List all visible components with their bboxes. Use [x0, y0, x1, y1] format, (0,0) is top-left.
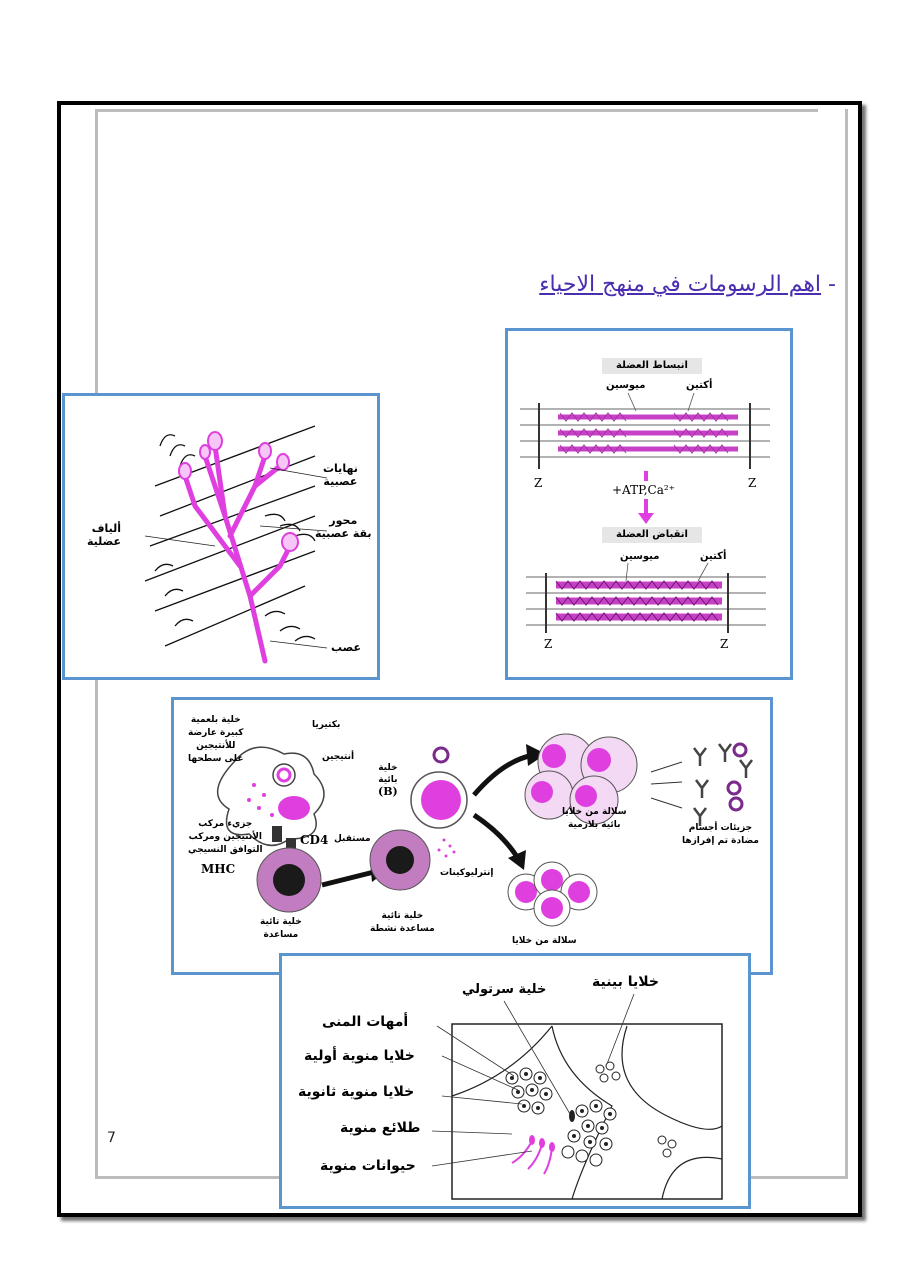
sarcomere-drawing	[508, 331, 790, 677]
label-cd4: CD4	[300, 833, 329, 847]
apc-nucleus	[278, 796, 310, 820]
label-plasma-cells	[562, 806, 627, 832]
contracted-sarcomere	[526, 563, 766, 633]
label-text: مساعدة نشطة	[370, 924, 435, 934]
label-helper-t	[260, 916, 302, 942]
label-sertoli-cell: خلية سرتولي	[462, 982, 547, 997]
arrow-line	[322, 872, 374, 885]
label-apc	[188, 714, 244, 766]
label-text: ألياف	[91, 522, 121, 535]
arrow-line	[474, 755, 534, 795]
label-actin-top: أكتين	[686, 380, 713, 391]
label-active-t	[370, 910, 435, 936]
figure-testis	[279, 953, 751, 1209]
z-line-label: Z	[544, 637, 553, 651]
sertoli-nucleus	[569, 1110, 575, 1122]
label-text: الأنتيجين ومركب	[188, 832, 262, 842]
label-text: محور	[329, 514, 358, 527]
contraction-title: انقباض العضلة	[616, 529, 688, 540]
label-text: خلية تائية	[381, 911, 424, 921]
mhc-complex-icon	[272, 826, 282, 842]
z-line-label: Z	[748, 476, 757, 490]
figure-nerve-muscle	[62, 393, 380, 680]
reaction-arrow	[638, 471, 654, 524]
b-cell-nucleus	[421, 780, 461, 820]
arrow-line	[474, 815, 519, 860]
helper-t-nucleus	[273, 864, 305, 896]
label-text: عصبية	[323, 475, 358, 488]
label-text: عضلية	[86, 535, 121, 548]
label-bacteria: بكتيريا	[312, 720, 341, 730]
label-actin-bottom: أكتين	[700, 551, 727, 562]
relaxed-sarcomere	[520, 393, 770, 469]
label-spermatogonia: أمهات المنى	[322, 1014, 409, 1030]
z-line-label: Z	[720, 637, 729, 651]
label-text: سلالة من خلايا	[562, 807, 627, 817]
page-number: 7	[107, 1130, 116, 1146]
label-text: جزيء مركب	[198, 819, 253, 829]
label-axon	[315, 514, 372, 540]
label-spermatids: طلائع منوية	[340, 1120, 421, 1136]
antigen-icons	[728, 744, 746, 810]
label-receptor: مستقبل	[334, 834, 371, 844]
active-t-nucleus	[386, 846, 414, 874]
label-text: خلية	[378, 763, 398, 773]
label-text: بائية بلازمية	[568, 820, 621, 830]
reaction-label: +ATP,Ca²⁺	[612, 483, 676, 497]
antibody-arrows	[651, 762, 682, 808]
figure-immune-response	[171, 697, 773, 975]
page-heading	[539, 272, 836, 297]
heading-title: اهم الرسومات في منهج الاحياء	[539, 272, 822, 297]
nerve-ending-knobs	[179, 432, 298, 551]
label-myosin-top: ميوسين	[606, 380, 646, 391]
label-text: مضادة تم إفرازها	[682, 836, 759, 846]
nerve-branches	[185, 446, 290, 661]
label-secondary-spermatocytes: خلايا منوية ثانوية	[298, 1084, 415, 1100]
label-text: كبيرة عارضة	[188, 728, 244, 738]
label-text: جزيئات أجسام	[688, 823, 753, 833]
memory-cell-cluster	[508, 862, 597, 926]
label-nerve: عصب	[331, 641, 361, 654]
label-antigen: أنتيجين	[322, 752, 355, 762]
label-b-cell	[378, 762, 398, 798]
label-text: للأنتيجين	[196, 741, 236, 751]
label-memory-cells: سلالة من خلايا	[512, 936, 577, 946]
label-text: التوافق النسيجي	[188, 845, 263, 855]
label-text: خلية تائية	[260, 917, 302, 927]
label-nerve-endings	[323, 462, 358, 488]
inner-border-top	[95, 109, 818, 112]
label-interstitial-cells: خلايا بينية	[592, 974, 659, 990]
label-text: بائية	[378, 775, 398, 785]
figure-muscle-contraction	[505, 328, 793, 680]
label-text: نهايات	[323, 462, 358, 475]
label-text: (B)	[378, 785, 398, 798]
z-line-label: Z	[534, 476, 543, 490]
label-text: مساعدة	[263, 930, 299, 940]
inner-border-right	[845, 109, 848, 1179]
antigen-on-b-cell-icon	[434, 748, 448, 762]
label-myosin-bottom: ميوسين	[620, 551, 660, 562]
relaxation-title: انبساط العضلة	[616, 360, 688, 371]
label-sperm: حيوانات منوية	[320, 1158, 416, 1174]
label-antibodies	[682, 822, 759, 848]
label-text: بقة عصبية	[315, 527, 372, 540]
label-text: على سطحها	[188, 754, 244, 764]
label-mhc: MHC	[201, 862, 236, 876]
heading-dash: -	[828, 272, 836, 297]
label-interleukins: إنترليوكينات	[440, 868, 494, 878]
label-primary-spermatocytes: خلايا منوية أولية	[304, 1048, 415, 1064]
label-mhc-complex	[188, 818, 263, 857]
label-muscle-fibers	[86, 522, 121, 548]
interleukin-dots	[438, 839, 456, 858]
label-text: خلية بلعمية	[190, 715, 241, 725]
bacteria-vacuole	[273, 764, 295, 786]
